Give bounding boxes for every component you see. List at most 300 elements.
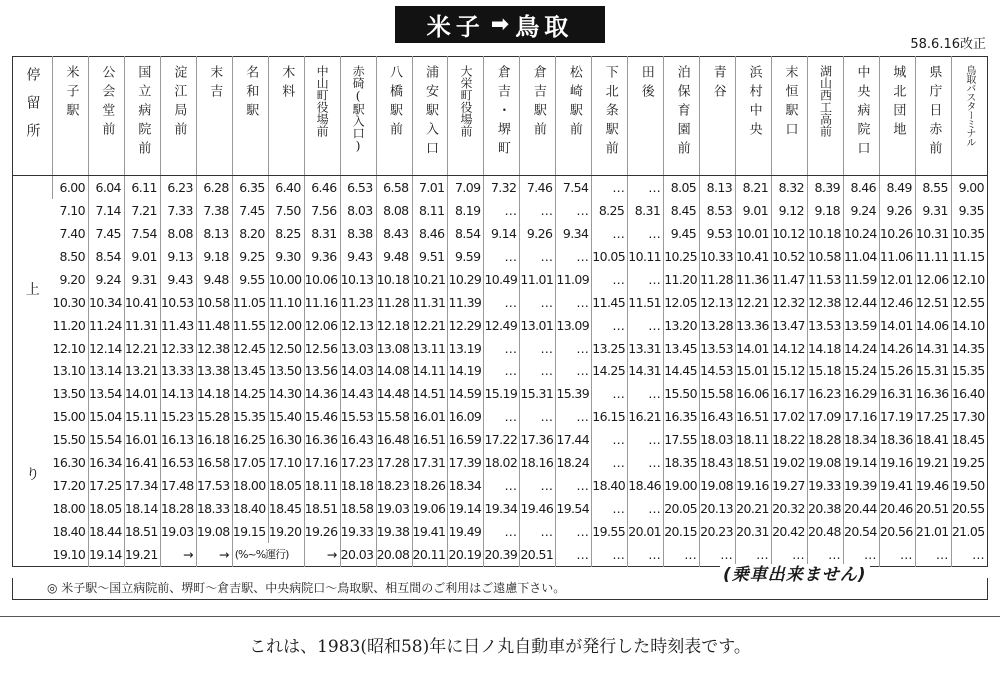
stop-header [520,57,556,176]
time-cell: 14.18 [808,337,844,360]
time-cell: 14.01 [124,382,160,405]
time-cell: 10.31 [915,222,951,245]
time-cell: 19.03 [160,520,196,543]
time-cell: 10.52 [772,245,808,268]
time-cell: 10.11 [628,245,664,268]
time-cell: 16.29 [843,382,879,405]
stop-name: 城北団地 [890,65,906,141]
time-cell: 16.30 [52,455,86,471]
time-cell: 13.59 [843,314,879,337]
time-cell: 16.41 [124,451,160,474]
time-cell: 12.45 [232,337,268,360]
time-cell: 8.25 [592,199,628,222]
time-cell: 13.11 [412,337,448,360]
time-cell: … [628,314,664,337]
time-cell: 6.40 [268,176,304,200]
time-cell: 19.14 [88,543,124,567]
time-cell: 14.01 [736,337,772,360]
table-row [13,428,988,451]
time-cell: 19.16 [736,474,772,497]
time-cell: 20.38 [808,497,844,520]
stop-header [808,57,844,176]
time-cell: 15.24 [843,359,879,382]
time-cell: … [951,543,987,567]
time-cell: 17.28 [376,451,412,474]
stop-name: 淀江局前 [171,65,187,141]
time-cell: 14.25 [592,359,628,382]
time-cell: 19.38 [376,520,412,543]
time-cell: 8.50 [59,248,85,264]
time-cell: 19.46 [520,497,556,520]
time-cell: 10.25 [664,245,700,268]
time-cell: 8.13 [196,222,232,245]
time-cell: 10.35 [951,222,987,245]
table-row [13,497,988,520]
time-cell: 20.46 [879,497,915,520]
time-cell: 14.51 [412,382,448,405]
time-cell: 17.10 [268,451,304,474]
time-cell: … [556,543,592,567]
timetable-body [13,176,988,567]
time-cell: 19.08 [196,520,232,543]
time-cell: 7.46 [520,176,556,200]
time-cell: 17.25 [915,405,951,428]
time-cell: 12.06 [304,314,340,337]
time-cell: 11.10 [268,291,304,314]
time-cell: 19.14 [448,497,484,520]
time-cell: 11.28 [376,291,412,314]
time-cell: 20.11 [412,543,448,567]
stop-name: 倉吉駅前 [530,65,546,141]
time-cell: 9.14 [484,222,520,245]
time-cell: 19.25 [951,451,987,474]
time-cell: 11.31 [124,314,160,337]
time-cell: 15.19 [484,382,520,405]
timetable [12,56,988,567]
time-cell: 18.40 [232,497,268,520]
time-cell: … [520,199,556,222]
time-cell: 16.30 [268,428,304,451]
time-cell: 8.05 [664,176,700,200]
time-cell: 8.54 [88,245,124,268]
time-cell: 15.31 [520,382,556,405]
route-title [395,6,605,43]
time-cell: 8.08 [376,199,412,222]
time-cell: 19.54 [556,497,592,520]
time-cell: … [628,428,664,451]
handwritten-note: (乗車出来ません) [720,564,870,586]
time-cell: 18.51 [304,497,340,520]
stop-header [951,57,987,176]
time-cell: 16.18 [196,428,232,451]
time-cell: 12.18 [376,314,412,337]
time-cell: … [592,222,628,245]
time-cell: 16.15 [592,405,628,428]
time-cell: 19.33 [340,520,376,543]
stop-header [124,57,160,176]
time-cell: 17.22 [484,428,520,451]
time-cell: 7.40 [59,225,85,241]
time-cell: 11.20 [52,317,86,333]
time-cell: 14.59 [448,382,484,405]
time-cell: 8.39 [808,176,844,200]
table-row [13,543,988,567]
stop-header [664,57,700,176]
time-cell: 21.05 [951,520,987,543]
time-cell: 8.31 [304,222,340,245]
time-cell: 16.13 [160,428,196,451]
time-cell: 11.51 [628,291,664,314]
time-cell: 7.32 [484,176,520,200]
time-cell: 8.21 [736,176,772,200]
stop-header [88,57,124,176]
time-cell: 8.38 [340,222,376,245]
stop-name: 赤碕(駅入口) [351,65,366,153]
time-cell: 9.26 [879,199,915,222]
table-row [13,176,988,200]
time-cell: 12.01 [879,268,915,291]
time-cell: … [520,474,556,497]
time-cell: 20.39 [484,543,520,567]
time-cell: 13.45 [232,359,268,382]
stop-header [736,57,772,176]
time-cell: 19.33 [808,474,844,497]
time-cell: 20.23 [700,520,736,543]
time-cell: 18.02 [484,451,520,474]
stop-header [196,57,232,176]
time-cell: 14.24 [843,337,879,360]
time-cell: … [484,291,520,314]
time-cell: 11.48 [196,314,232,337]
time-cell: … [664,543,700,567]
usage-note: ◎ 米子駅〜国立病院前、堺町〜倉吉駅、中央病院口〜鳥取駅、相互間のご利用はご遠慮下さい。 [12,578,988,600]
right-arrow-icon: ➡ [490,12,510,37]
time-cell: … [484,337,520,360]
stop-name: 浦安駅入口 [423,65,438,160]
time-cell: 14.36 [304,382,340,405]
time-cell: 13.33 [160,359,196,382]
time-cell: 12.21 [736,291,772,314]
time-cell: 13.53 [700,337,736,360]
stop-name: 木料 [279,65,295,103]
time-cell: 13.21 [124,359,160,382]
time-cell: 7.45 [88,222,124,245]
time-cell: 18.46 [628,474,664,497]
time-cell: 9.35 [951,199,987,222]
time-cell: 7.10 [59,202,85,218]
time-cell: 8.54 [448,222,484,245]
time-cell: 10.41 [736,245,772,268]
time-cell: 11.39 [448,291,484,314]
time-cell: 11.11 [915,245,951,268]
time-cell: 15.28 [196,405,232,428]
revision-date: 58.6.16改正 [910,37,986,52]
time-cell: 16.59 [448,428,484,451]
time-cell: 15.12 [772,359,808,382]
time-cell: 15.50 [52,432,86,448]
time-cell: 13.36 [736,314,772,337]
time-cell: 11.43 [160,314,196,337]
time-cell: 12.55 [951,291,987,314]
time-cell: 19.55 [592,520,628,543]
time-cell: 20.13 [700,497,736,520]
time-cell: 16.23 [808,382,844,405]
time-cell: 15.35 [951,359,987,382]
time-cell: 13.01 [520,314,556,337]
stop-header [412,57,448,176]
stop-name: 下北条駅前 [602,65,618,160]
time-cell: 16.40 [951,382,987,405]
time-cell: 13.10 [52,363,86,379]
time-cell: 13.53 [808,314,844,337]
time-cell: 19.14 [843,451,879,474]
time-cell: 16.34 [88,451,124,474]
time-cell: 12.21 [124,337,160,360]
time-cell: 20.51 [915,497,951,520]
time-cell: 16.25 [232,428,268,451]
time-cell: 18.26 [412,474,448,497]
time-cell: 11.15 [951,245,987,268]
time-cell: 9.18 [808,199,844,222]
time-cell: … [843,543,879,567]
time-cell: 17.09 [808,405,844,428]
time-cell: 16.43 [700,405,736,428]
time-cell: 20.55 [951,497,987,520]
time-cell: 13.28 [700,314,736,337]
time-cell: 16.43 [340,428,376,451]
time-cell: 16.21 [628,405,664,428]
time-cell: 20.48 [808,520,844,543]
time-cell: … [592,382,628,405]
time-cell: 19.21 [124,543,160,567]
time-cell: … [556,199,592,222]
table-row [13,245,988,268]
time-cell: 19.27 [772,474,808,497]
time-cell: … [772,543,808,567]
time-cell: 18.28 [808,428,844,451]
time-cell: 12.21 [412,314,448,337]
time-cell: … [736,543,772,567]
time-cell: 12.33 [160,337,196,360]
time-cell: 18.58 [340,497,376,520]
stop-name: 倉吉・堺町 [494,65,510,160]
time-cell: 6.58 [376,176,412,200]
time-cell: … [592,497,628,520]
time-cell: 19.15 [232,520,268,543]
time-cell: 11.28 [700,268,736,291]
time-cell: 9.34 [556,222,592,245]
time-cell: … [628,176,664,200]
time-cell: … [556,337,592,360]
time-cell: 19.08 [700,474,736,497]
time-cell: 14.30 [268,382,304,405]
time-cell: 7.33 [160,199,196,222]
time-cell: 7.54 [556,176,592,200]
time-cell: … [592,451,628,474]
time-cell: 10.01 [736,222,772,245]
time-cell: … [915,543,951,567]
time-cell: … [520,405,556,428]
time-cell: 11.04 [843,245,879,268]
time-cell: 14.25 [232,382,268,405]
time-cell: 6.35 [232,176,268,200]
time-cell: 12.46 [879,291,915,314]
stop-name: 大栄町役場前 [458,65,473,137]
time-cell: … [808,543,844,567]
time-cell: 7.21 [124,199,160,222]
stop-header [700,57,736,176]
table-row [13,268,988,291]
time-cell: … [520,245,556,268]
time-cell: 18.36 [879,428,915,451]
time-cell: 12.32 [772,291,808,314]
stop-name: 湖山西工高前 [818,65,833,137]
time-cell: 8.11 [412,199,448,222]
time-cell: 9.43 [340,245,376,268]
time-cell: 16.58 [196,451,232,474]
time-cell: 8.45 [664,199,700,222]
time-cell: 13.20 [664,314,700,337]
time-cell: 9.12 [772,199,808,222]
time-cell: 18.43 [700,451,736,474]
time-cell: 13.38 [196,359,232,382]
origin-label: 米子 [426,13,485,41]
time-cell: 6.00 [53,176,89,200]
time-cell: 10.21 [412,268,448,291]
time-cell: 10.33 [700,245,736,268]
stop-name: 末恒駅口 [782,65,798,141]
stop-name: 八橋駅前 [387,65,403,141]
time-cell: 15.35 [232,405,268,428]
time-cell: 20.42 [772,520,808,543]
time-cell: 13.08 [376,337,412,360]
time-cell: 9.43 [160,268,196,291]
time-cell: 7.54 [124,222,160,245]
time-cell: 11.09 [556,268,592,291]
time-cell: 13.50 [268,359,304,382]
time-cell: 7.09 [448,176,484,200]
time-cell: 13.03 [340,337,376,360]
time-cell: 11.06 [879,245,915,268]
time-cell: … [484,359,520,382]
table-row [13,314,988,337]
time-cell: 14.06 [915,314,951,337]
time-cell: 19.10 [52,546,86,562]
time-cell: 17.31 [412,451,448,474]
time-cell: … [592,268,628,291]
time-cell: … [628,382,664,405]
time-cell: 13.50 [52,386,86,402]
time-cell: 7.01 [412,176,448,200]
time-cell: … [628,497,664,520]
time-cell: 15.11 [124,405,160,428]
time-cell: 14.08 [376,359,412,382]
table-row [13,222,988,245]
time-cell: 20.15 [664,520,700,543]
time-cell: 19.06 [412,497,448,520]
time-cell: 10.30 [52,294,86,310]
time-cell: 19.08 [808,451,844,474]
time-cell: 16.01 [124,428,160,451]
time-cell: 10.05 [592,245,628,268]
time-cell: 10.53 [160,291,196,314]
time-cell: → [304,543,340,567]
stop-name: 中山町役場前 [315,65,330,137]
caption: これは、1983(昭和58)年に日ノ丸自動車が発行した時刻表です。 [249,637,751,657]
time-cell: 18.24 [556,451,592,474]
time-cell: 13.19 [448,337,484,360]
time-cell: 11.05 [232,291,268,314]
time-cell: 19.41 [412,520,448,543]
time-cell: 21.01 [915,520,951,543]
time-cell: 12.44 [843,291,879,314]
time-cell: 8.55 [915,176,951,200]
stop-name: 鳥取バスターミナル [963,65,975,146]
direction-label: り [25,466,40,483]
time-cell: 9.59 [448,245,484,268]
time-cell: 20.54 [843,520,879,543]
time-cell: 16.06 [736,382,772,405]
time-cell: 20.08 [376,543,412,567]
time-cell: 16.36 [304,428,340,451]
time-cell: 17.36 [520,428,556,451]
time-cell: 8.32 [772,176,808,200]
time-cell: 10.24 [843,222,879,245]
time-cell: 20.51 [520,543,556,567]
time-cell: 18.23 [376,474,412,497]
time-cell: … [628,543,664,567]
time-cell: 18.18 [340,474,376,497]
table-row [13,474,988,497]
time-cell: 10.58 [196,291,232,314]
time-cell: 8.08 [160,222,196,245]
time-cell: 17.55 [664,428,700,451]
time-cell: 18.40 [52,523,86,539]
time-cell: 10.58 [808,245,844,268]
time-cell: 14.31 [915,337,951,360]
time-cell: 18.45 [268,497,304,520]
time-cell: 9.30 [268,245,304,268]
stop-name: 泊保育園前 [674,65,690,160]
time-cell: 6.28 [196,176,232,200]
time-cell: 14.12 [772,337,808,360]
time-cell: … [556,520,592,543]
time-cell: 6.04 [88,176,124,200]
stop-name: 公会堂前 [99,65,115,141]
time-cell: 19.39 [843,474,879,497]
time-cell: 17.23 [340,451,376,474]
time-cell: 18.05 [88,497,124,520]
time-cell: 7.38 [196,199,232,222]
time-cell: 16.17 [772,382,808,405]
time-cell: 19.34 [484,497,520,520]
time-cell: 18.00 [232,474,268,497]
time-cell: 15.40 [268,405,304,428]
time-cell: 10.13 [340,268,376,291]
time-cell: 9.01 [124,245,160,268]
time-cell: … [484,520,520,543]
direction-label: 上 [25,281,40,298]
time-cell: 14.03 [340,359,376,382]
time-cell: … [700,543,736,567]
time-cell: … [556,405,592,428]
stop-name: 国立病院前 [135,65,151,160]
stop-header [484,57,520,176]
time-cell: 12.14 [88,337,124,360]
time-cell: 11.16 [304,291,340,314]
time-cell: 9.26 [520,222,556,245]
stop-header [772,57,808,176]
